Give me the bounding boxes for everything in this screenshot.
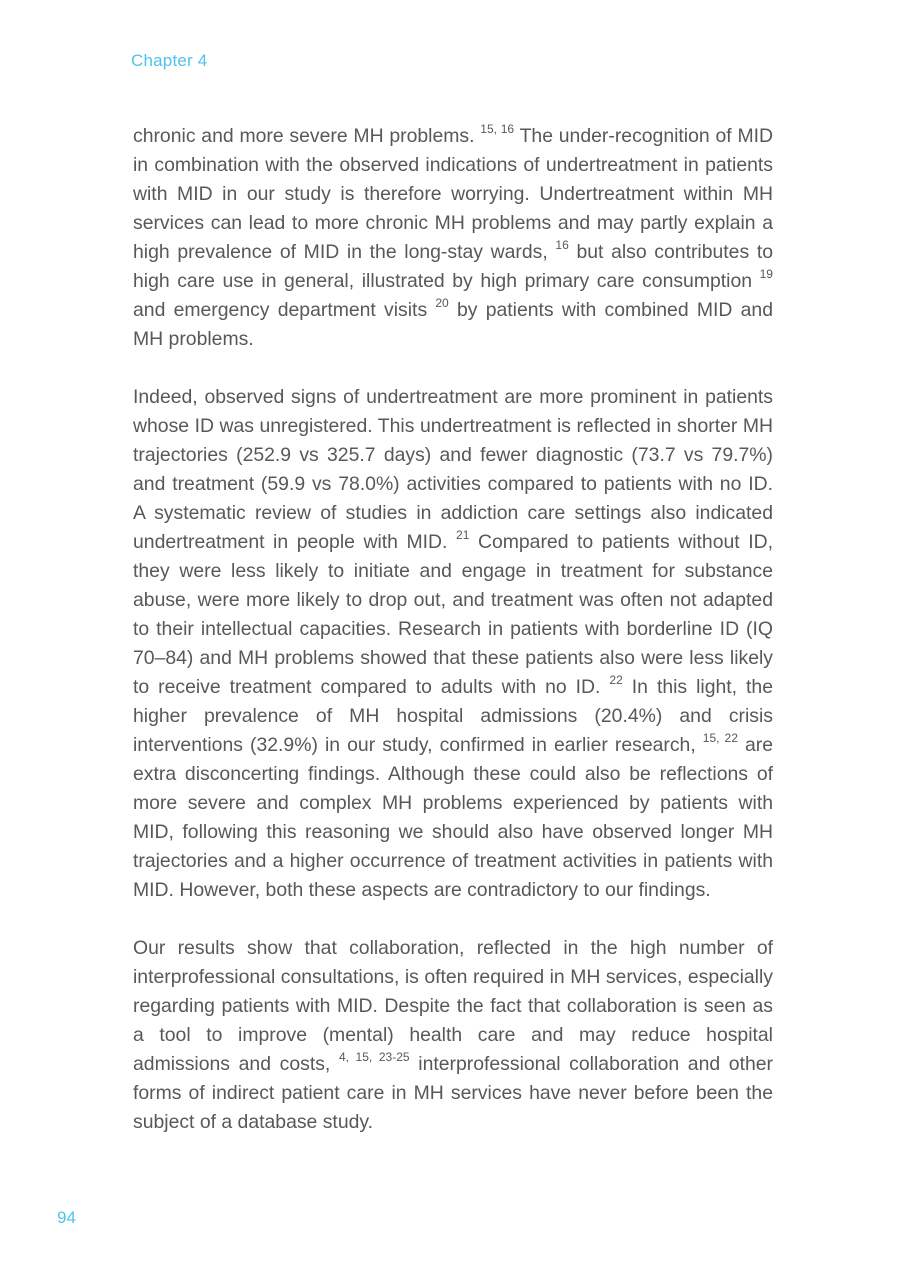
text-segment: Indeed, observed signs of undertreatment are more prominent in patients whose ID was unregistered. This undertreatment is reflected in shorter MH trajectories (252.9 vs 325.7 days) and fewer diagnostic (73.7 vs 79.7%) and treatment (59.9 vs 78.0%) activities compared to patients with no ID. A systematic review of studies in addiction care settings also indicated undertreatment in people with MID. — [133, 386, 773, 553]
paragraph — [133, 383, 773, 905]
paragraph — [133, 934, 773, 1137]
paragraph — [133, 122, 773, 354]
reference-superscript: 15, 22 — [702, 731, 738, 746]
body-paragraphs — [133, 122, 773, 1137]
text-segment: are extra disconcerting findings. Although these could also be reflections of more severe and complex MH problems experienced by patients with MID, following this reasoning we should also have observed longer MH trajectories and a higher occurrence of treatment activities in patients with MID. However, both these aspects are contradictory to our findings. — [133, 734, 773, 901]
reference-superscript: 4, 15, 23-25 — [338, 1050, 410, 1065]
text-segment: interprofessional collaboration and other forms of indirect patient care in MH services have never before been the subject of a database study. — [133, 1053, 773, 1133]
reference-superscript: 16 — [555, 238, 569, 253]
reference-superscript: 20 — [435, 296, 449, 311]
text-segment: chronic and more severe MH problems. — [133, 125, 481, 147]
reference-superscript: 15, 16 — [480, 122, 515, 137]
chapter-header: Chapter 4 — [131, 51, 208, 70]
text-segment: Our results show that collaboration, reflected in the high number of interprofessional consultations, is often required in MH services, especially regarding patients with MID. Despite the fact that collaboration is seen as a tool to improve (mental) health care and may reduce hospital admissions and costs, — [133, 937, 773, 1075]
reference-superscript: 19 — [759, 267, 773, 282]
page-number: 94 — [57, 1208, 76, 1227]
text-segment: by patients with combined MID and MH problems. — [133, 299, 773, 350]
reference-superscript: 21 — [456, 528, 470, 543]
text-segment: but also contributes to high care use in general, illustrated by high primary care consumption — [133, 241, 773, 292]
text-segment: In this light, the higher prevalence of MH hospital admissions (20.4%) and crisis interventions (32.9%) in our study, confirmed in earlier research, — [133, 676, 773, 756]
text-segment: Compared to patients without ID, they were less likely to initiate and engage in treatment for substance abuse, were more likely to drop out, and treatment was often not adapted to their intellectual capacities. Research in patients with borderline ID (IQ 70–84) and MH problems showed that these patients also were less likely to receive treatment compared to adults with no ID. — [133, 531, 773, 698]
text-segment: The under-recognition of MID in combination with the observed indications of undertreatment in patients with MID in our study is therefore worrying. Undertreatment within MH services can lead to more chronic MH problems and may partly explain a high prevalence of MID in the long-stay wards, — [133, 125, 773, 263]
reference-superscript: 22 — [609, 673, 623, 688]
text-segment: and emergency department visits — [133, 299, 436, 321]
